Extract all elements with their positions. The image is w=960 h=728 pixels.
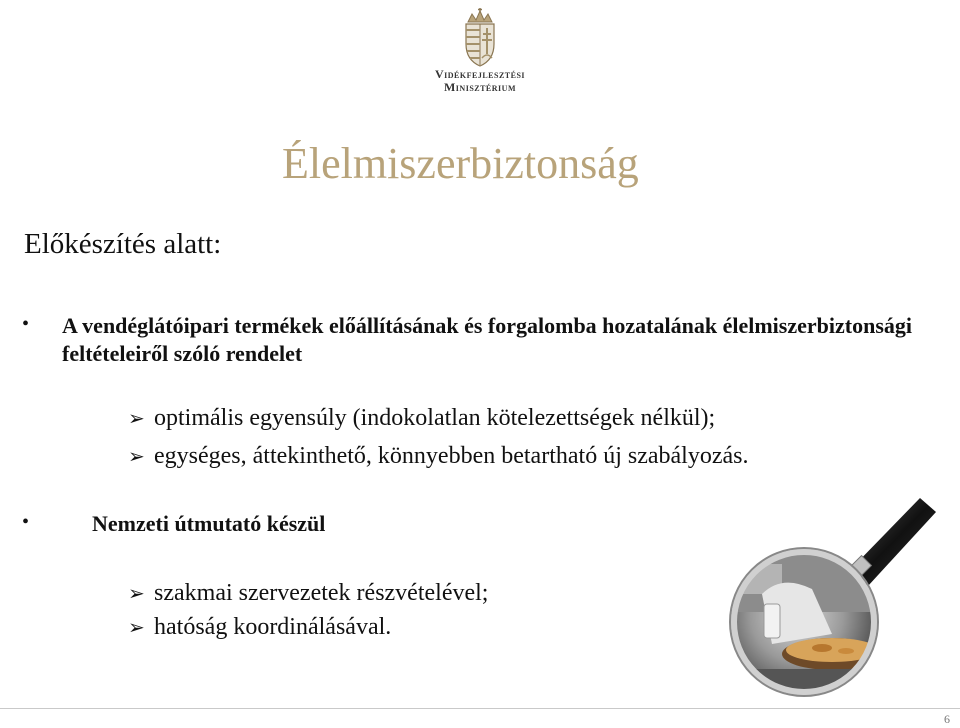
arrow-bullet-icon: ➢ — [128, 617, 145, 639]
slide-subtitle: Előkészítés alatt: — [24, 228, 222, 260]
subitem-text: egységes, áttekinthető, könnyebben betartható új szabályozás. — [154, 443, 749, 469]
bullet-text-regulation: A vendéglátóipari termékek előállításának és forgalomba hozatalának élelmiszerbiztonsági feltételeiről szóló rendelet — [62, 313, 912, 366]
subitem-text: optimális egyensúly (indokolatlan kötelezettségek nélkül); — [154, 405, 716, 431]
bullet-marker: • — [22, 511, 30, 533]
arrow-bullet-icon: ➢ — [128, 446, 145, 468]
subitem — [128, 405, 715, 432]
subitem — [128, 614, 391, 641]
ministry-logo — [420, 8, 540, 98]
arrow-bullet-icon: ➢ — [128, 408, 145, 430]
coat-of-arms-icon — [460, 8, 500, 68]
bullet-marker: • — [22, 313, 30, 335]
page-number: 6 — [944, 712, 950, 726]
bullet-text-national-guide: Nemzeti útmutató készül — [92, 511, 326, 536]
slide-title: Élelmiszerbiztonság — [282, 139, 639, 188]
arrow-bullet-icon: ➢ — [128, 583, 145, 605]
subitem — [128, 443, 748, 470]
footer-divider — [0, 708, 960, 709]
logo-line-1: Vidékfejlesztési — [434, 67, 526, 81]
magnifying-glass-icon — [722, 494, 952, 706]
subitem-text: hatóság koordinálásával. — [154, 614, 392, 640]
subitem-text: szakmai szervezetek részvételével; — [154, 580, 489, 606]
subitem — [128, 580, 488, 607]
magnifying-glass-image — [722, 494, 952, 706]
logo-line-2: Minisztérium — [443, 80, 516, 94]
